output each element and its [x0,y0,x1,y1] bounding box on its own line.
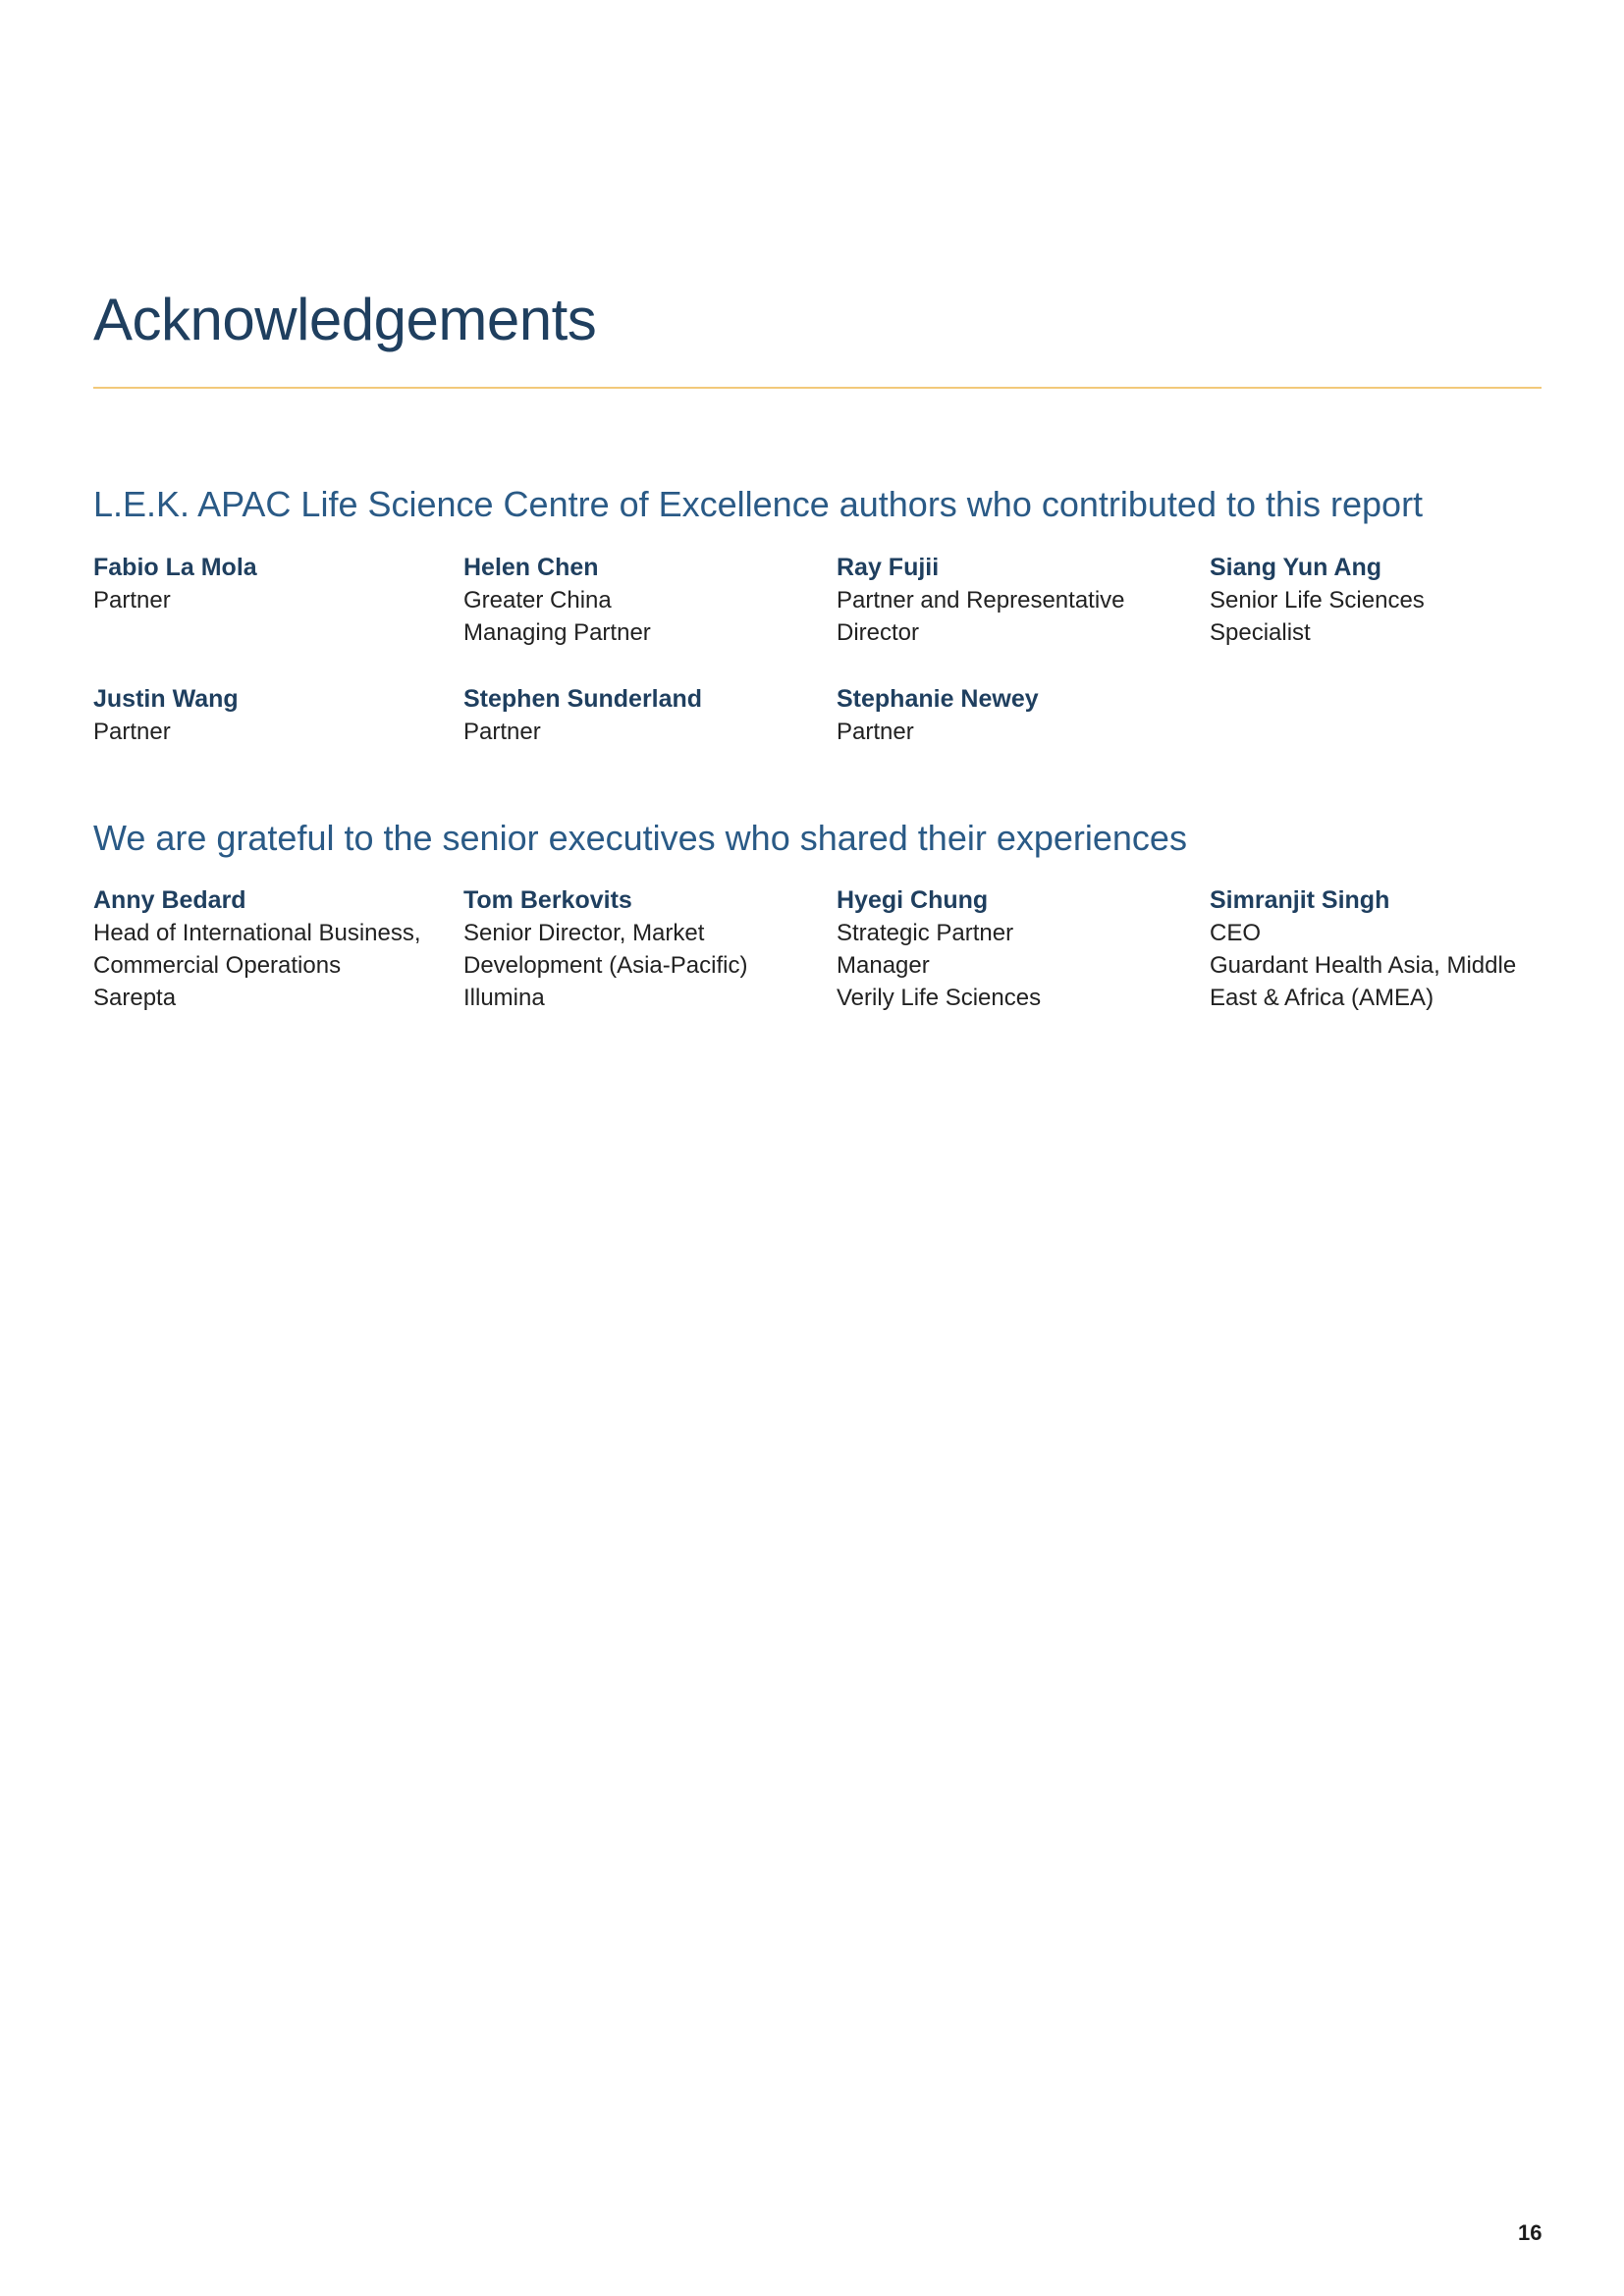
executive-detail: Head of International Business, [93,920,421,946]
executive-detail: Guardant Health Asia, Middle [1210,952,1517,979]
author-role: Partner [837,719,914,745]
author-role: Partner [93,587,171,614]
author-role: Greater China [463,587,612,614]
executive-name: Hyegi Chung [837,886,989,914]
executive-name: Tom Berkovits [463,886,632,914]
author-role: Specialist [1210,619,1311,646]
author-role: Managing Partner [463,619,651,646]
author-card [463,551,817,649]
executive-detail: Manager [837,952,930,979]
author-card [93,682,447,748]
executive-company: East & Africa (AMEA) [1210,985,1435,1011]
author-card [837,682,1190,748]
executive-detail: Commercial Operations [93,952,342,979]
executive-detail: CEO [1210,920,1262,946]
author-name: Helen Chen [463,554,599,581]
executive-card [1210,883,1563,1014]
author-role: Director [837,619,920,646]
author-name: Stephanie Newey [837,685,1039,713]
executive-detail: Strategic Partner [837,920,1014,946]
author-name: Siang Yun Ang [1210,554,1382,581]
page-title: Acknowledgements [93,287,597,352]
page-number: 16 [1518,2220,1543,2245]
executive-card [463,883,817,1014]
author-name: Justin Wang [93,685,239,713]
author-name: Fabio La Mola [93,554,257,581]
author-role: Partner [463,719,541,745]
author-role: Partner and Representative [837,587,1125,614]
author-role: Partner [93,719,171,745]
executive-name: Anny Bedard [93,886,246,914]
author-card [463,682,817,748]
executive-card [837,883,1190,1014]
executive-company: Sarepta [93,985,177,1011]
executive-company: Illumina [463,985,545,1011]
executives-section-heading: We are grateful to the senior executives who shared their experiences [93,818,1187,858]
author-role: Senior Life Sciences [1210,587,1425,614]
executive-company: Verily Life Sciences [837,985,1042,1011]
author-name: Ray Fujii [837,554,940,581]
executive-detail: Development (Asia-Pacific) [463,952,748,979]
author-card [93,551,447,616]
author-card [1210,551,1563,649]
authors-section-heading: L.E.K. APAC Life Science Centre of Excellence authors who contributed to this report [93,484,1424,524]
author-name: Stephen Sunderland [463,685,703,713]
executive-detail: Senior Director, Market [463,920,705,946]
executive-name: Simranjit Singh [1210,886,1390,914]
executive-card [93,883,447,1014]
author-card [837,551,1190,649]
title-divider [93,387,1542,389]
